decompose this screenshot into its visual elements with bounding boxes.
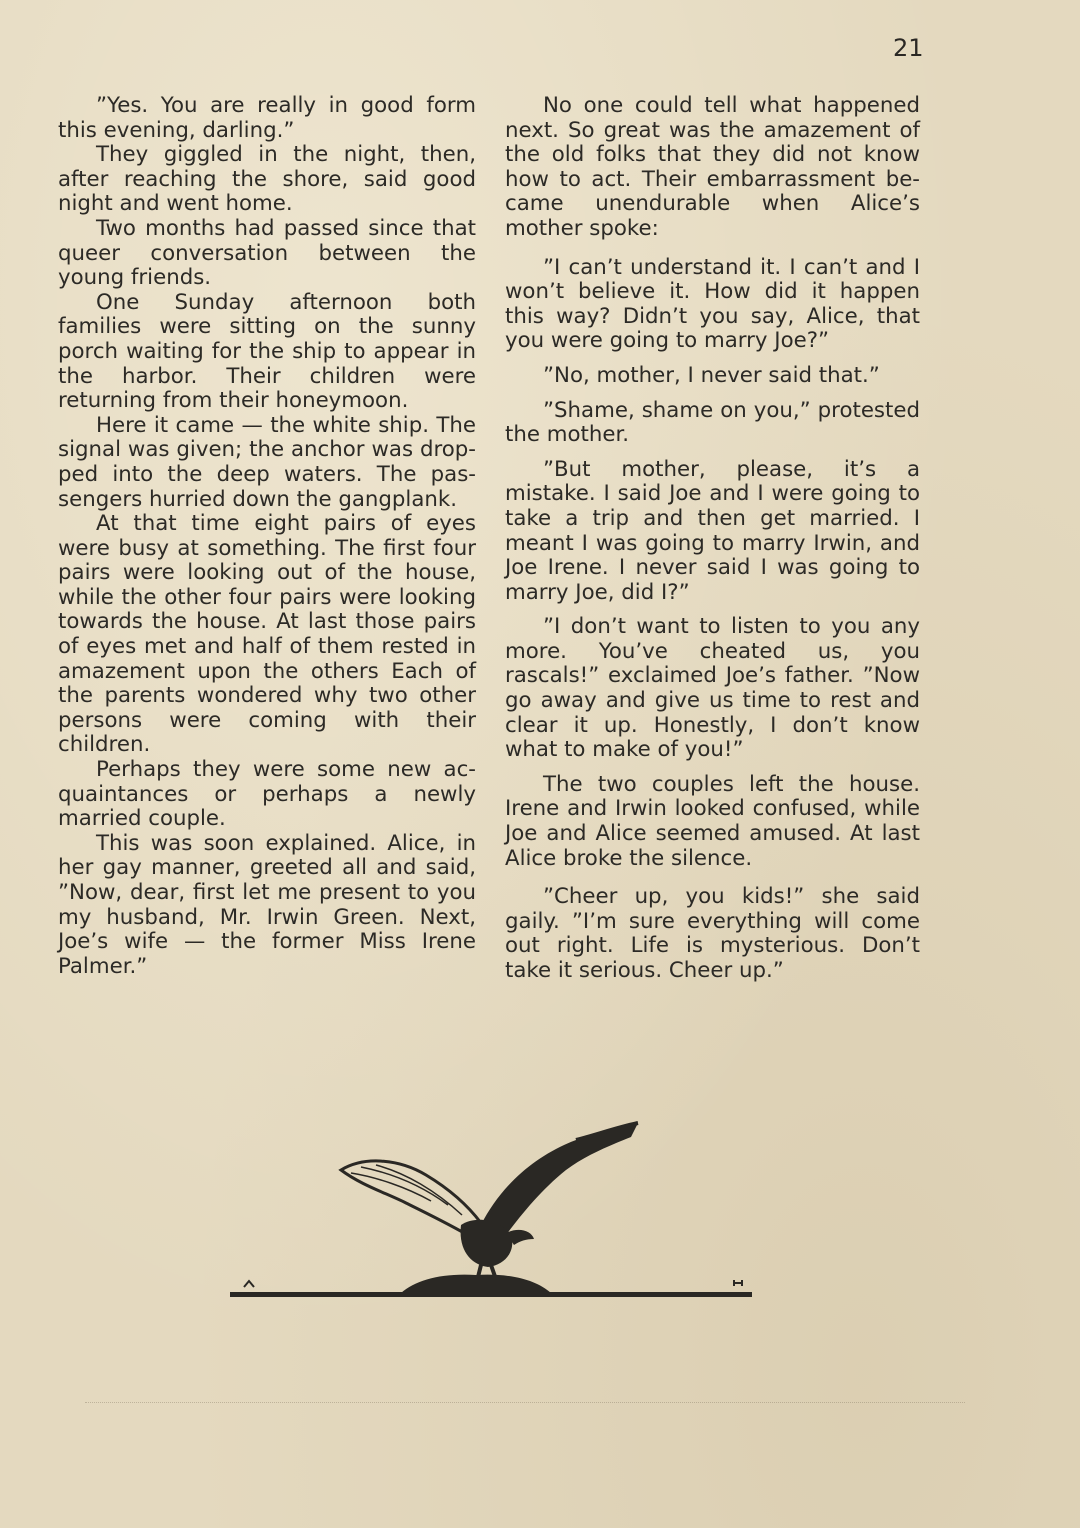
left-column bbox=[58, 94, 476, 979]
paragraph: No one could tell what happened next. So great was the amazement of the old folks that they did not know how to act. Their embarrassment be-came unendurable when Alice’s mother spoke: bbox=[505, 93, 920, 241]
paragraph: ”Shame, shame on you,” protested the mother. bbox=[505, 397, 920, 448]
paragraph: ”No, mother, I never said that.” bbox=[543, 362, 880, 388]
right-column bbox=[505, 94, 920, 994]
paragraph: One Sunday afternoon both families were sitting on the sunny porch waiting for the ship to appear in the harbor. Their children were returning from their honeymoon. bbox=[58, 289, 476, 414]
eagle-landing-icon bbox=[226, 1115, 756, 1305]
paragraph: ”I don’t want to listen to you any more. You’ve cheated us, you rascals!” exclaimed Joe’s father. ”Now go away and give us time to rest and clear it up. Honestly, I don’t know what to make of you!” bbox=[505, 614, 920, 763]
paragraph: Here it came — the white ship. The signal was given; the anchor was drop-ped into the deep waters. The pas-sengers hurried down the gangplank. bbox=[58, 412, 476, 512]
paragraph: At that time eight pairs of eyes were busy at something. The first four pairs were looking out of the house, while the other four pairs were looking towards the house. At last those pairs of eyes met and half of them rested in amazement upon the others Each of the parents wondered why two other persons were coming with their children. bbox=[58, 511, 476, 758]
paragraph: ”I can’t understand it. I can’t and I won’t believe it. How did it happen this way? Didn’t you say, Alice, that you were going to marry Joe?” bbox=[505, 254, 920, 354]
paragraph: Perhaps they were some new ac-quaintances or perhaps a newly married couple. bbox=[58, 757, 476, 832]
paragraph: ”Yes. You are really in good form this evening, darling.” bbox=[58, 93, 476, 143]
paragraph: The two couples left the house. Irene and Irwin looked confused, while Joe and Alice seemed amused. At last Alice broke the silence. bbox=[505, 771, 920, 871]
paragraph: ”Cheer up, you kids!” she said gaily. ”I’m sure everything will come out right. Life is mysterious. Don’t take it serious. Cheer up.” bbox=[505, 884, 920, 983]
page-number: 21 bbox=[893, 34, 924, 62]
paragraph: ”But mother, please, it’s a mistake. I said Joe and I were going to take a trip and then get married. I meant I was going to marry Irwin, and Joe Irene. I never said I was going to marry Joe, did I?” bbox=[505, 456, 920, 605]
scan-artifact bbox=[85, 1382, 965, 1403]
paragraph: They giggled in the night, then, after reaching the shore, said good night and went home. bbox=[58, 142, 476, 217]
paragraph: This was soon explained. Alice, in her gay manner, greeted all and said, ”Now, dear, first let me present to you my husband, Mr. Irwin Green. Next, Joe’s wife — the former Miss Irene Palmer.” bbox=[58, 830, 476, 979]
paragraph: Two months had passed since that queer conversation between the young friends. bbox=[58, 215, 476, 291]
